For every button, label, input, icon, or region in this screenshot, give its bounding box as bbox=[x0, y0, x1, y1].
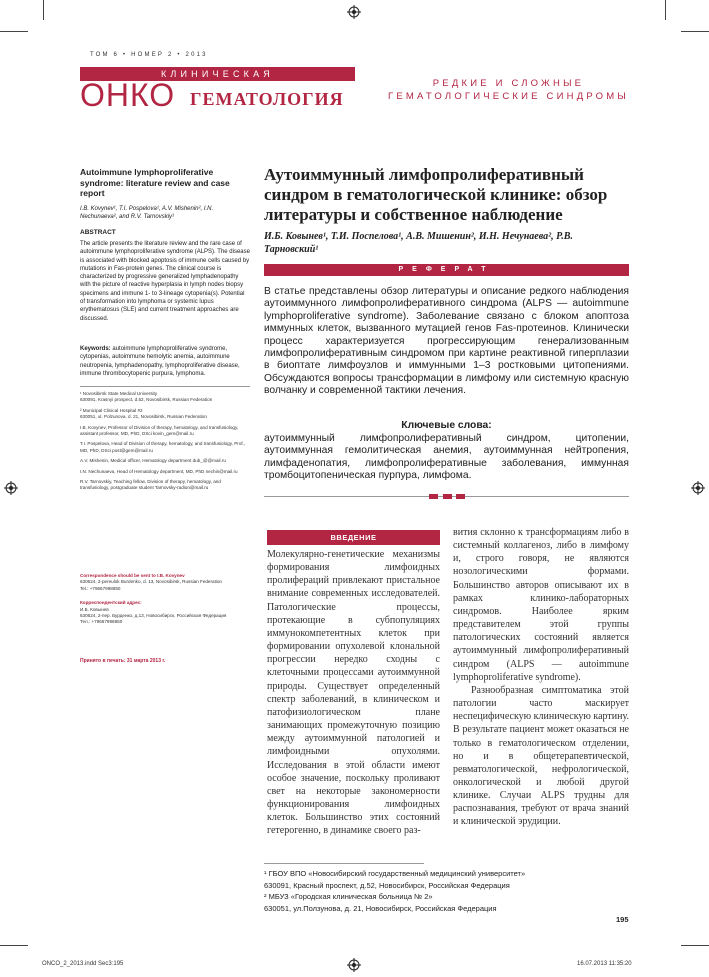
affiliation-1-address: 630091, Krasnyi prospect, d.52, Novosibirsk, Russian Federation bbox=[80, 397, 213, 403]
correspondence bbox=[80, 573, 250, 626]
body-column-1 bbox=[267, 548, 440, 837]
english-keywords-label: Keywords: bbox=[80, 346, 111, 352]
affiliation-1: ¹ Novosibirsk State Medical University bbox=[80, 391, 158, 396]
affiliation-2: ² Municipal Clinical Hospital #2 bbox=[80, 407, 143, 413]
keywords-heading: Ключевые слова: bbox=[401, 420, 492, 431]
article-title: Аутоиммунный лимфопролиферативный синдром в гематологической клинике: обзор литературы и собственное наблюдение bbox=[264, 165, 608, 224]
author-bio: R.V. Tarnovskiy, Teaching fellow, Division of therapy, hematology, and transfusiology, postgraduate student Tarnovsky-radion@mail.ru bbox=[80, 479, 221, 491]
correspondence-en-label: Correspondence should be sent to I.B. Kovynev bbox=[80, 573, 185, 578]
journal-logo-gematologiya: ГЕМАТОЛОГИЯ bbox=[190, 89, 344, 109]
abstract-text: В статье представлены обзор литературы и описание редкого наблюдения аутоиммунного лимфопролиферативного синдрома (ALPS — autoimmune lymphoproliferative syndrome). Заболевание связано с блоком апоптоза иммунных клеток, вызванного мутацией генов Fas-протеинов. Клинически процесс характеризуется прогрессирующим генерализованным лимфопролиферативным синдромом при картине реактивной гиперплазии в биоптате лимфоузлов и иммунными 1–3 ростковыми цитопениями. Обсуждаются вопросы трансформации в лимфому или системную красную волчанку и современной тактики лечения. bbox=[264, 286, 629, 397]
registration-mark-icon bbox=[691, 481, 705, 495]
body-column-2 bbox=[453, 526, 629, 829]
section-title-line2: ГЕМАТОЛОГИЧЕСКИЕ СИНДРОМЫ bbox=[388, 91, 629, 102]
crop-mark bbox=[43, 0, 44, 20]
footnote-1-address: 630091, Красный проспект, д.52, Новосибирск, Российская Федерация bbox=[264, 880, 510, 890]
body-paragraph: Разнообразная симптоматика этой патологии часто маскирует неспецифическую клиническую картину. В результате пациент может оказаться не только в гематологическом отделении, но и в общетерапевтической, ревматологической, нефрологической, онкологической и любой другой клинике. Случаи ALPS трудны для распознавания, требуют от врача знаний и клинической эрудиции. bbox=[453, 684, 629, 828]
affiliations bbox=[80, 391, 250, 496]
keywords-text: аутоиммунный лимфопролиферативный синдром, цитопении, аутоиммунная гемолитическая анемия, аутоиммунная нейтропения, лимфаденопатия, лимфопролиферативные заболевания, иммунная тромбоцитопеническая пурпура, лимфома. bbox=[264, 433, 629, 482]
correspondence-ru-name: И.Б. Ковынев bbox=[80, 606, 109, 612]
english-title: Autoimmune lymphoproliferative syndrome: literature review and case report bbox=[80, 167, 230, 198]
footnote-2: ² МБУЗ «Городская клиническая больница № 2» bbox=[264, 892, 433, 901]
footnote-2-address: 630051, ул.Ползунова, д. 21, Новосибирск, Российская Федерация bbox=[264, 903, 497, 913]
body-paragraph: Молекулярно-генетические механизмы формирования лимфоидных пролифераций привлекают пристальное внимание современных исследователей. Патологические процессы, протекающие в субпопуляциях иммунокомпетентных клеток при формировании опухолевой клональной прогрессии нередко сходны с клеточными процессами аутоиммунной природы. Существует определенный спектр заболеваний, в клиническом и патофизиологическом плане занимающих промежуточную позицию между аутоиммунной патологией и лимфоидными опухолями. Исследования в этой области имеют особое значение, поскольку проливают свет на некоторые закономерности функционирования лимфоидных клеток. Большинство этих состояний гетерогенно, в динамике своего раз- bbox=[267, 549, 440, 837]
correspondence-ru-address: 630624, 2-пер. Бурденко, д.13, Новосибирск, Российская Федерация bbox=[80, 613, 227, 619]
correspondence-en-address: 630624, 2-pereulok Burdenko, d. 13, Novosibirsk, Russian Federation bbox=[80, 579, 222, 585]
registration-mark-icon bbox=[4, 481, 18, 495]
correspondence-ru-label: Корреспондентский адрес: bbox=[80, 600, 142, 606]
journal-logo-onko: ОНКО bbox=[80, 77, 176, 113]
footnote-1: ¹ ГБОУ ВПО «Новосибирский государственный медицинский университет» bbox=[264, 869, 526, 878]
body-paragraph: вития склонно к трансформациям либо в системный коллагеноз, либо в лимфому и, строго говоря, не являются нозологическими формами. Большинство авторов описывают их в рамках клинико-лабораторных синдромов. Наиболее ярким представителем этой группы патологических состояний является аутоиммунный лимфопролиферативный синдром (ALPS — autoimmune lymphoproliferative syndrome). bbox=[453, 527, 629, 683]
author-bio: T.I. Pospelova, Head of Division of therapy, hematology, and transfusiology, Prof., MD, PhD, DSci post@gem@mail.ru bbox=[80, 441, 246, 453]
received-date: Принято в печать: 31 марта 2013 г. bbox=[80, 658, 166, 664]
print-slug-file: ONCO_2_2013.indd Sec3:195 bbox=[42, 961, 124, 967]
divider-ornament bbox=[429, 494, 465, 499]
footnotes bbox=[264, 868, 644, 914]
crop-mark bbox=[681, 31, 709, 32]
author-bio: I.B. Kovynev, Professor of Division of therapy, hematology, and transfusiology, assistant professor, MD, PhD, DSci kovin_gem@mail.ru bbox=[80, 424, 239, 437]
registration-mark-icon bbox=[347, 958, 361, 972]
english-authors: I.B. Kovynev¹, T.I. Pospelova¹, A.V. Mishenin², I.N. Nechunaeva², and R.V. Tarnovskiy¹ bbox=[80, 206, 214, 220]
crop-mark bbox=[0, 31, 28, 32]
author-bio: I.N. Nechunaeva, Head of Hematology department, MD, PhD nechin@mail.ru bbox=[80, 468, 238, 474]
correspondence-ru-phone: Тел.: +79667998850 bbox=[80, 619, 123, 625]
section-title bbox=[366, 77, 651, 103]
footnote-divider bbox=[264, 863, 424, 864]
crop-mark bbox=[0, 945, 28, 946]
english-keywords bbox=[80, 345, 250, 378]
registration-mark-icon bbox=[347, 5, 361, 19]
english-keywords-text: autoimmune lymphoproliferative syndrome, cytopenias, autoimmune hemolytic anemia, autoimmune neutropenia, lymphadenopathy, lymphoproliferative disease, immune thrombocytopenic purpura, lymphoma. bbox=[80, 346, 240, 377]
intro-heading: ВВЕДЕНИЕ bbox=[267, 530, 440, 545]
crop-mark bbox=[665, 0, 666, 20]
issue-info: ТОМ 6 • НОМЕР 2 • 2013 bbox=[90, 52, 208, 58]
english-abstract-heading: ABSTRACT bbox=[80, 229, 116, 236]
divider bbox=[80, 386, 250, 387]
crop-mark bbox=[681, 945, 709, 946]
page-number: 195 bbox=[616, 915, 629, 924]
article-authors: И.Б. Ковынев¹, Т.И. Поспелова¹, А.В. Мишенин², И.Н. Нечунаева², Р.В. Тарновский¹ bbox=[264, 231, 573, 255]
print-slug-date: 16.07.2013 11:35:20 bbox=[577, 961, 632, 967]
journal-logo-top: КЛИНИЧЕСКАЯ bbox=[80, 67, 355, 81]
correspondence-en-phone: Tel.: +79667998850 bbox=[80, 585, 121, 591]
section-title-line1: РЕДКИЕ И СЛОЖНЫЕ bbox=[432, 78, 585, 89]
affiliation-2-address: 630051, ul. Polzunova, d. 21, Novosibirsk, Russian Federation bbox=[80, 414, 207, 420]
author-bio: A.V. Mishenin, Medical officer, Hematology department dub_@@mail.ru bbox=[80, 458, 226, 464]
english-abstract: The article presents the literature review and the rare case of autoimmune lymphoproliferative syndrome (ALPS). The disease is associated with blocked apoptosis of immune cells caused by mutations in Fas-protein genes. The clinical course is characterized by progressive generalized lymphadenopathy with the picture of reactive hyperplasia in lymph nodes biopsy specimens and immune 1- to 3-lineage cytopenia(s). Potential of transformation into lymphoma or systemic lupus erythematosus (SLE) and current treatment approaches are discussed. bbox=[80, 241, 250, 322]
abstract-heading: РЕФЕРАТ bbox=[264, 264, 629, 276]
